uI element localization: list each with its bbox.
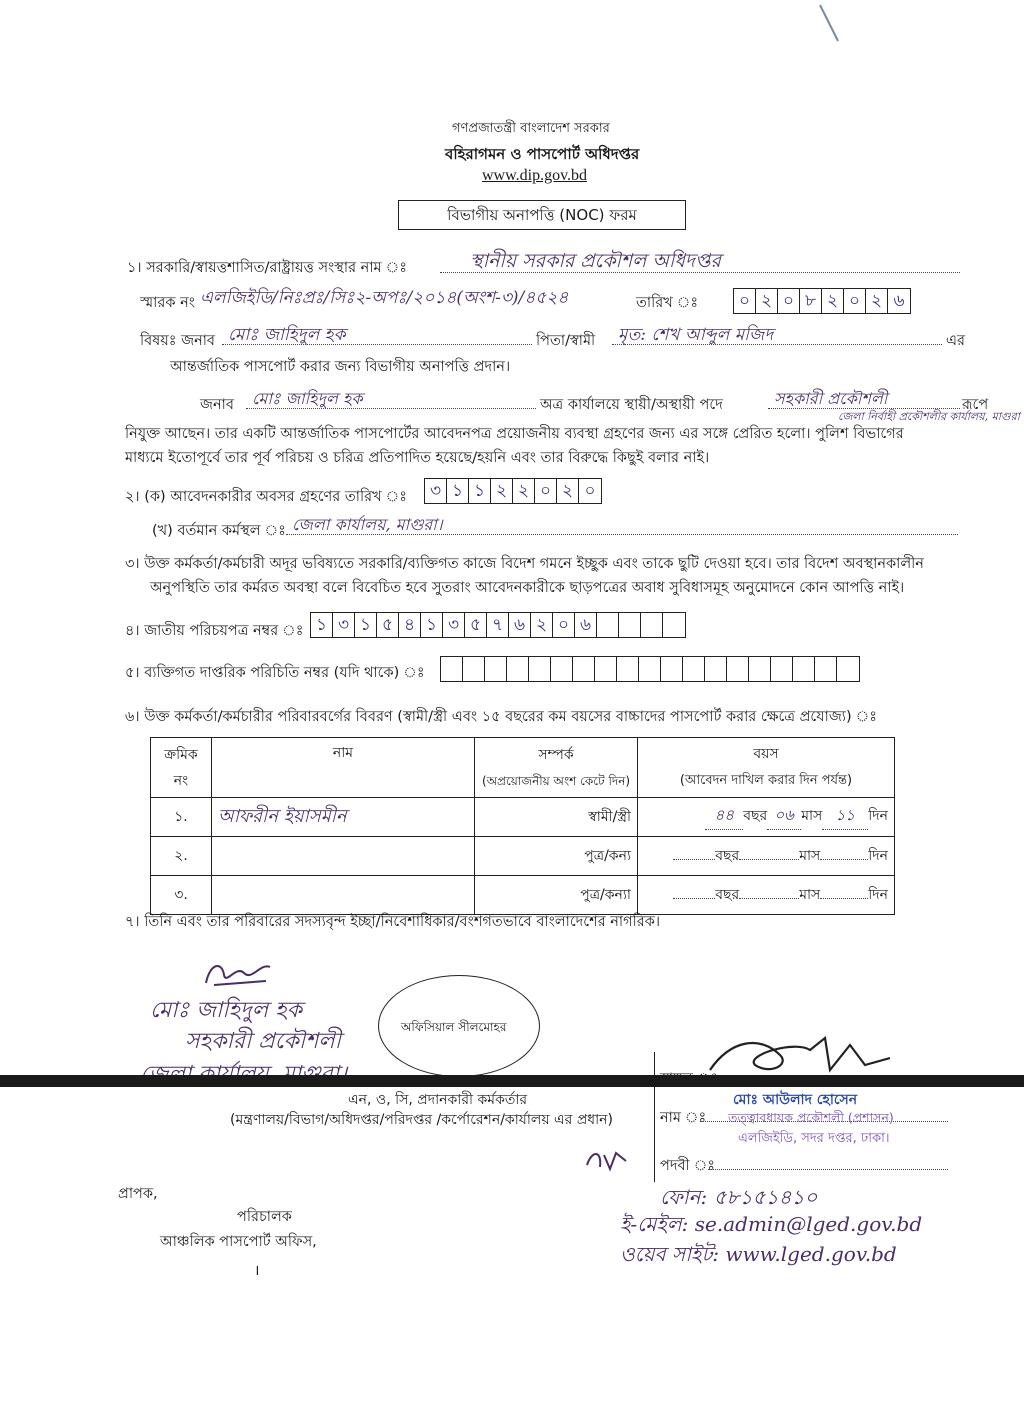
digit-box [771, 657, 793, 681]
digit-box: ১ [311, 613, 333, 637]
subject-name: মোঃ জাহিদুল হক [228, 325, 346, 345]
digit-box: ৩ [425, 479, 447, 503]
digit-box [529, 657, 551, 681]
stamp-name: মোঃ আউলাদ হোসেন [733, 1092, 858, 1108]
row-days [820, 898, 868, 899]
digit-box [573, 657, 595, 681]
memo-label: স্মারক নং [140, 295, 195, 311]
scanner-edge [0, 1075, 1024, 1087]
digit-box [705, 657, 727, 681]
date-boxes [733, 288, 911, 314]
digit-box: ০ [734, 289, 756, 313]
post-dots [708, 1169, 948, 1170]
row-months [739, 859, 799, 860]
nid-boxes [310, 612, 686, 638]
digit-box: ২ [822, 289, 844, 313]
digit-box: ১ [355, 613, 377, 637]
digit-box: ০ [535, 479, 557, 503]
digit-box: ০ [553, 613, 575, 637]
row-age [638, 798, 895, 837]
work-label: (খ) বর্তমান কর্মস্থল ঃ [152, 523, 286, 539]
col-serial [151, 738, 212, 798]
father-label: পিতা/স্বামী [536, 333, 596, 349]
digit-box: ২ [513, 479, 535, 503]
digit-box [597, 613, 619, 637]
section3-line2: অনুপস্থিতি তার কর্মরত অবস্থা বলে বিবেচিত হবে সুতরাং আবেদনকারীকে ছাড়পত্রের অবাধ সুবিধাসমূহ অনুমোদনে কোন আপত্তি নাই। [150, 580, 905, 596]
col-relation-label: সম্পর্ক [538, 746, 574, 763]
row-relation: পুত্র/কন্যা [475, 876, 638, 915]
personal-id-label: ৫। ব্যক্তিগত দাপ্তরিক পরিচিতি নম্বর (যদি থাকে) ঃ [125, 665, 425, 681]
digit-box: ২ [866, 289, 888, 313]
col-age [638, 738, 895, 798]
month-word: মাস [801, 808, 823, 824]
digit-box: ২ [531, 613, 553, 637]
digit-box [619, 613, 641, 637]
day-word: দিন [868, 808, 888, 824]
seal-label: অফিসিয়াল সীলমোহর [401, 1020, 507, 1034]
retire-label: ২। (ক) আবেদনকারীর অবসর গ্রহণের তারিখ ঃ [125, 489, 407, 505]
digit-box: ৮ [800, 289, 822, 313]
para-end: রূপে [962, 397, 989, 413]
digit-box [815, 657, 837, 681]
digit-box: ০ [844, 289, 866, 313]
digit-box [727, 657, 749, 681]
col-serial-label-2: নং [173, 772, 189, 789]
family-label: ৬। উক্ত কর্মকর্তা/কর্মচারীর পরিবারবর্গের বিবরণ (স্বামী/স্ত্রী এবং ১৫ বছরের কম বয়সের বাচ্চাদের পাসপোর্ট করার ক্ষেত্রে প্রযোজ্য) ঃ [125, 709, 877, 725]
row-relation: স্বামী/স্ত্রী [475, 798, 638, 837]
post-label: পদবী ঃ [660, 1158, 716, 1174]
para-line2: নিযুক্ত আছেন। তার একটি আন্তর্জাতিক পাসপোর্টের আবেদনপত্র প্রয়োজনীয় ব্যবস্থা গ্রহণের জন্য এর সঙ্গে প্রেরিত হলো। পুলিশ বিভাগের [125, 426, 904, 442]
recipient-line1: প্রাপক, [118, 1186, 158, 1202]
row-relation: পুত্র/কন্য [475, 837, 638, 876]
applicant-signature [200, 955, 280, 991]
digit-box: ১ [421, 613, 443, 637]
subject-label: বিষয়ঃ জনাব [140, 333, 215, 349]
col-serial-label: ক্রমিক [164, 746, 198, 763]
recipient-line4: । [254, 1263, 260, 1279]
col-name [212, 738, 475, 798]
row-years: ৪৪ [705, 804, 743, 830]
digit-box [551, 657, 573, 681]
digit-box: ৬ [509, 613, 531, 637]
org-value: স্থানীয় সরকার প্রকৌশল অধিদপ্তর [470, 250, 721, 272]
digit-box: ০ [584, 481, 596, 501]
para-post: সহকারী প্রকৌশলী [774, 389, 888, 408]
section3-line1: ৩। উক্ত কর্মকর্তা/কর্মচারী অদূর ভবিষ্যতে সরকারি/ব্যক্তিগত কাজে বিদেশ গমনে ইচ্ছুক এবং তাকে ছুটি দেওয়া হবে। তার বিদেশ অবস্থানকালীন [125, 556, 924, 572]
digit-box: ১ [447, 479, 469, 503]
row-serial: ১. [151, 798, 212, 837]
row-age [638, 837, 895, 876]
row-name: আফরীন ইয়াসমীন [212, 798, 475, 837]
personal-id-boxes [440, 656, 860, 682]
col-age-label: বয়স [753, 746, 779, 762]
subject-line2: আন্তর্জাতিক পাসপোর্ট করার জন্য বিভাগীয় অনাপত্তি প্রদান। [170, 359, 511, 375]
year-word: বছর [715, 887, 740, 903]
name-label: নাম ঃ [660, 1110, 707, 1126]
form-title: বিভাগীয় অনাপত্তি (NOC) ফরম [447, 206, 637, 224]
digit-box [639, 657, 661, 681]
contact-phone: ফোন: ৫৮১৫১৪১০ [660, 1185, 818, 1209]
digit-box [641, 613, 663, 637]
digit-box: ২ [557, 479, 579, 503]
row-years [673, 859, 715, 860]
row-months [739, 898, 799, 899]
work-value: জেলা কার্যালয়, মাগুরা। [292, 515, 443, 534]
col-name-label: নাম [332, 745, 354, 761]
day-word: দিন [868, 848, 888, 864]
section7-line: ৭। তিনি এবং তার পরিবারের সদস্যবৃন্দ ইচ্ছা/নিবেশাধিকার/বংশগতভাবে বাংলাদেশের নাগরিক। [125, 914, 661, 930]
year-word: বছর [715, 848, 740, 864]
col-relation-note: (অপ্রয়োজনীয় অংশ কেটে দিন) [481, 773, 631, 788]
para-post-note: জেলা নির্বাহী প্রকৌশলীর কার্যালয়, মাগুরা [838, 410, 1020, 423]
month-word: মাস [799, 848, 821, 864]
contact-web: ওয়েব সাইট: www.lged.gov.bd [620, 1242, 897, 1266]
retire-date-boxes [424, 478, 602, 504]
digit-box: ৩ [443, 613, 465, 637]
digit-box: ৭ [487, 613, 509, 637]
digit-box: ২ [756, 289, 778, 313]
digit-box [749, 657, 771, 681]
digit-box: ৬ [575, 613, 597, 637]
digit-box [661, 657, 683, 681]
digit-box [683, 657, 705, 681]
digit-box [663, 613, 685, 637]
stamp-office: এলজিইডি, সদর দপ্তর, ঢাকা। [738, 1131, 890, 1146]
digit-box [617, 657, 639, 681]
day-word: দিন [868, 887, 888, 903]
contact-email: ই-মেইল: se.admin@lged.gov.bd [620, 1212, 923, 1236]
govt-line: গণপ্রজাতন্ত্রী বাংলাদেশ সরকার [452, 121, 610, 136]
recipient-line3: আঞ্চলিক পাসপোর্ট অফিস, [160, 1234, 317, 1250]
digit-box: ৫ [377, 613, 399, 637]
digit-box: ০ [778, 289, 800, 313]
col-relation [475, 738, 638, 798]
digit-box [837, 657, 859, 681]
nid-label: ৪। জাতীয় পরিচয়পত্র নম্বর ঃ [125, 623, 304, 639]
applicant-name: মোঃ জাহিদুল হক [150, 998, 303, 1023]
department-name: বহিরাগমন ও পাসপোর্ট অধিদপ্তর [445, 145, 640, 163]
para-name-dots [246, 408, 536, 409]
row-years [673, 898, 715, 899]
initial-mark [582, 1145, 632, 1175]
memo-value: এলজিইডি/নিঃপ্রঃ/সিঃ২-অপঃ/২০১৪(অংশ-৩)/৪৫২৪ [200, 288, 569, 308]
row-days [820, 859, 868, 860]
noc-authority-line2: (মন্ত্রণালয়/বিভাগ/অধিদপ্তর/পরিদপ্তর /কর্পোরেশন/কার্যালয় এর প্রধান) [230, 1112, 614, 1128]
family-table-header [151, 738, 895, 798]
website-link[interactable]: www.dip.gov.bd [482, 167, 588, 184]
date-label: তারিখ ঃ [636, 295, 699, 311]
para-janab: জনাব [200, 397, 234, 413]
org-label: ১। সরকারি/স্বায়ত্তশাসিত/রাষ্ট্রায়ত্ত সংস্থার নাম ঃ [127, 260, 407, 276]
applicant-post: সহকারী প্রকৌশলী [185, 1029, 341, 1054]
row-name [212, 837, 475, 876]
digit-box [441, 657, 463, 681]
digit-box [485, 657, 507, 681]
digit-box: ৫ [465, 613, 487, 637]
digit-box: ৬ [893, 291, 905, 311]
table-row [151, 837, 895, 876]
father-dots [612, 344, 942, 345]
row-age [638, 876, 895, 915]
year-word: বছর [743, 808, 768, 824]
subject-dots [222, 344, 532, 345]
father-value: মৃত: শেখ আব্দুল মজিদ [618, 325, 774, 345]
subject-end: এর [946, 333, 966, 349]
digit-box: ২ [491, 479, 513, 503]
recipient-line2: পরিচালক [237, 1209, 292, 1225]
para-line3: মাধ্যমে ইতোপূর্বে তার পূর্ব পরিচয় ও চরিত্র প্রতিপাদিত হয়েছে/হয়নি এবং তার বিরুদ্ধে কিছুই বলার নাই। [125, 450, 710, 466]
row-serial: ৩. [151, 876, 212, 915]
form-title-box [398, 200, 686, 230]
signatory-divider [654, 1052, 655, 1182]
work-dots [286, 534, 958, 535]
staple-mark [818, 3, 840, 43]
col-age-note: (আবেদন দাখিল করার দিন পর্যন্ত) [679, 773, 853, 788]
digit-box [595, 657, 617, 681]
family-table [150, 737, 895, 915]
row-months: ০৬ [767, 804, 801, 830]
org-dots [440, 272, 960, 273]
official-seal [378, 975, 540, 1077]
digit-box: ৪ [399, 613, 421, 637]
para-name: মোঃ জাহিদুল হক [252, 389, 363, 408]
stamp-post: তত্ত্বাবধায়ক প্রকৌশলী (প্রশাসন) [728, 1110, 894, 1125]
row-name [212, 876, 475, 915]
digit-box: ১ [469, 479, 491, 503]
month-word: মাস [799, 887, 821, 903]
row-days: ১১ [822, 804, 868, 830]
digit-box [793, 657, 815, 681]
table-row [151, 798, 895, 837]
noc-authority-line1: এন, ও, সি, প্রদানকারী কর্মকর্তার [348, 1092, 528, 1108]
digit-box: ৩ [333, 613, 355, 637]
row-serial: ২. [151, 837, 212, 876]
digit-box [507, 657, 529, 681]
table-row [151, 876, 895, 915]
digit-box [463, 657, 485, 681]
para-mid: অত্র কার্যালয়ে স্থায়ী/অস্থায়ী পদে [540, 397, 723, 413]
